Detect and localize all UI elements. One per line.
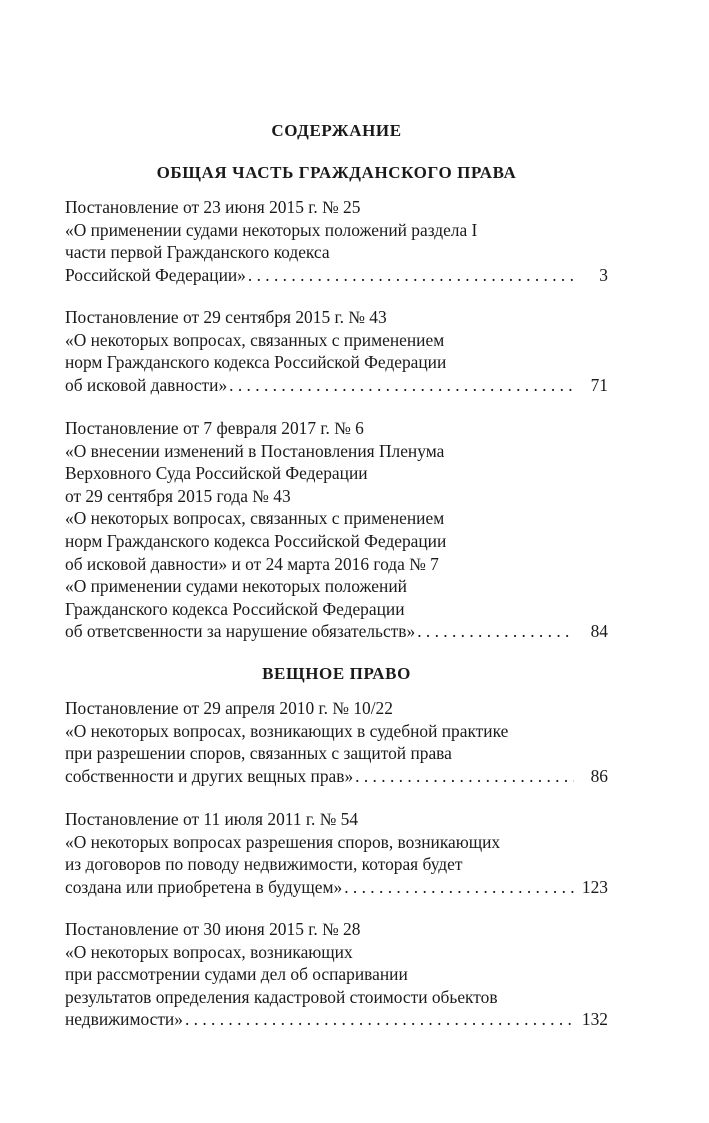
section-heading-general: ОБЩАЯ ЧАСТЬ ГРАЖДАНСКОГО ПРАВА xyxy=(156,163,517,182)
entry-line: «О применении судами некоторых положений раздела I xyxy=(65,219,478,240)
dot-leader xyxy=(248,264,574,287)
dot-leader xyxy=(355,765,574,788)
dot-leader xyxy=(417,620,574,643)
entry-line: «О некоторых вопросах, возникающих xyxy=(65,941,353,962)
entry-line: Российской Федерации» xyxy=(65,264,246,285)
entry-line: Постановление от 7 февраля 2017 г. № 6 xyxy=(65,418,364,438)
entry-line: «О внесении изменений в Постановления Пленума xyxy=(65,440,445,461)
entry-line: норм Гражданского кодекса Российской Федерации xyxy=(65,530,447,551)
page-number: 132 xyxy=(581,1009,608,1030)
toc-entry xyxy=(65,697,608,787)
entry-last-line xyxy=(65,1008,608,1031)
page-number: 86 xyxy=(590,765,608,786)
entry-line: при разрешении споров, связанных с защитой права xyxy=(65,743,452,764)
page-number: 3 xyxy=(599,264,608,285)
entry-line: результатов определения кадастровой стоимости обьектов xyxy=(65,986,498,1007)
entry-line: при рассмотрении судами дел об оспаривании xyxy=(65,964,408,985)
section-heading-property: ВЕЩНОЕ ПРАВО xyxy=(262,664,411,683)
toc-entry xyxy=(65,808,608,898)
entry-line: из договоров по поводу недвижимости, которая будет xyxy=(65,854,463,875)
entry-line: Верховного Суда Российской Федерации xyxy=(65,463,368,484)
toc-entry xyxy=(65,417,608,643)
entry-last-line xyxy=(65,876,608,899)
entry-line: об исковой давности» и от 24 марта 2016 года № 7 xyxy=(65,553,439,574)
page-title: СОДЕРЖАНИЕ xyxy=(271,121,402,140)
page-number: 71 xyxy=(590,374,608,395)
entry-line: Постановление от 29 апреля 2010 г. № 10/22 xyxy=(65,698,393,718)
entry-line: Постановление от 30 июня 2015 г. № 28 xyxy=(65,919,361,939)
dot-leader xyxy=(344,876,574,899)
page-number: 123 xyxy=(581,876,608,897)
entry-line: собственности и других вещных прав» xyxy=(65,765,354,786)
entry-line: Гражданского кодекса Российской Федерации xyxy=(65,598,405,619)
entry-last-line xyxy=(65,374,608,397)
dot-leader xyxy=(229,374,574,397)
page-number: 84 xyxy=(590,621,608,642)
entry-line: Постановление от 29 сентября 2015 г. № 43 xyxy=(65,307,387,327)
entry-line: «О некоторых вопросах, возникающих в судебной практике xyxy=(65,720,509,741)
entry-line: «О некоторых вопросах, связанных с применением xyxy=(65,508,445,529)
entry-line: норм Гражданского кодекса Российской Федерации xyxy=(65,352,447,373)
toc-entry xyxy=(65,196,608,286)
entry-line: «О применении судами некоторых положений xyxy=(65,576,407,597)
entry-line: части первой Гражданского кодекса xyxy=(65,242,330,263)
entry-last-line xyxy=(65,620,608,643)
entry-last-line xyxy=(65,765,608,788)
entry-line: от 29 сентября 2015 года № 43 xyxy=(65,485,291,506)
entry-line: об исковой давности» xyxy=(65,374,228,395)
toc-entry xyxy=(65,918,608,1031)
dot-leader xyxy=(185,1008,574,1031)
toc-entry xyxy=(65,306,608,396)
entry-line: об ответсвенности за нарушение обязательств» xyxy=(65,621,416,642)
entry-line: Постановление от 23 июня 2015 г. № 25 xyxy=(65,197,361,217)
entry-line: «О некоторых вопросах разрешения споров, возникающих xyxy=(65,831,501,852)
entry-line: Постановление от 11 июля 2011 г. № 54 xyxy=(65,809,359,829)
entry-line: создана или приобретена в будущем» xyxy=(65,876,343,897)
entry-line: «О некоторых вопросах, связанных с применением xyxy=(65,329,445,350)
entry-line: недвижимости» xyxy=(65,1009,183,1030)
entry-last-line xyxy=(65,264,608,287)
